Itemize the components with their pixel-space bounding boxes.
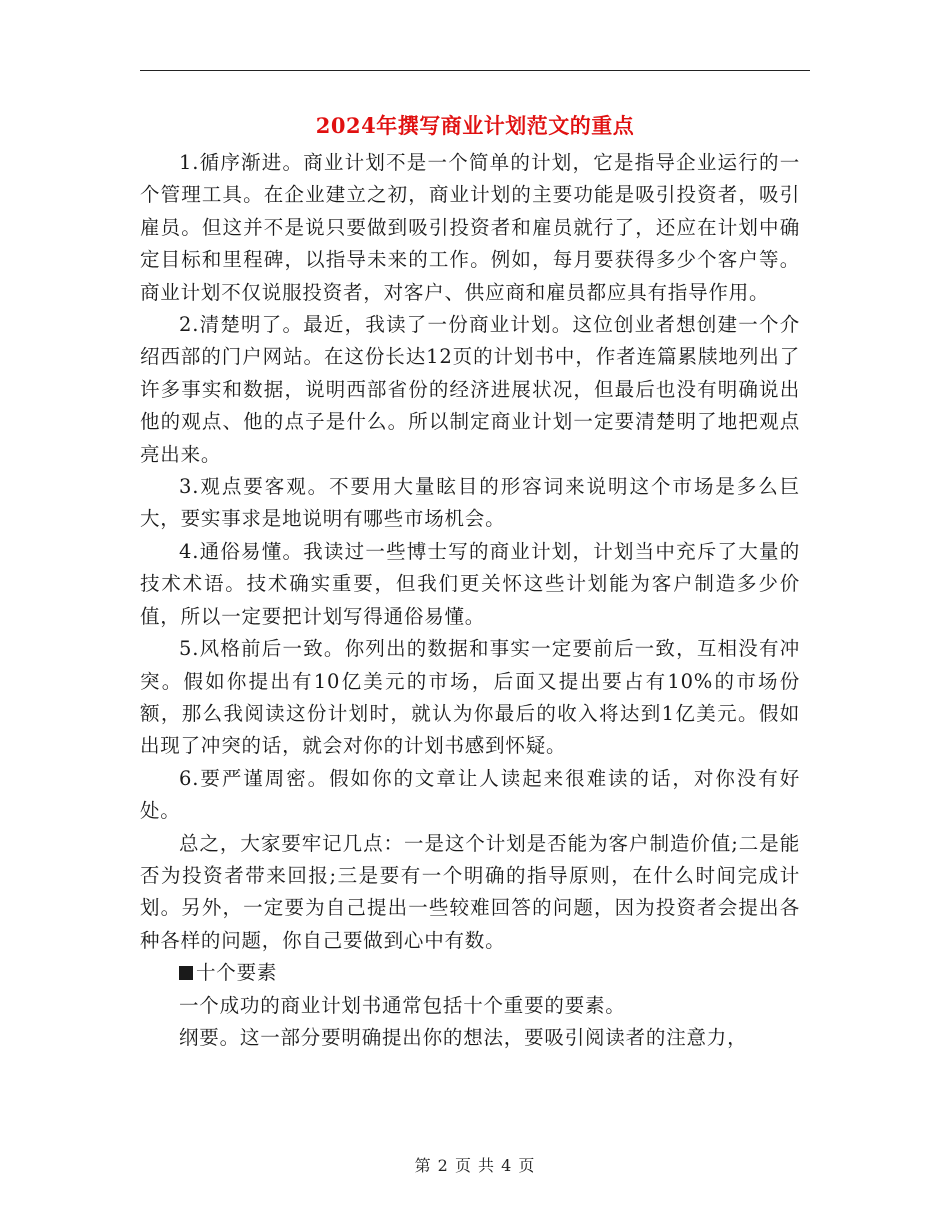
intro-paragraph: 一个成功的商业计划书通常包括十个重要的要素。 (179, 993, 626, 1017)
paragraph-4: 4.通俗易懂。我读过一些博士写的商业计划，计划当中充斥了大量的技术术语。技术确实重要，但我们更关怀这些计划能为客户制造多少价值，所以一定要把计划写得通俗易懂。 (140, 539, 800, 628)
paragraph-2: 2.清楚明了。最近，我读了一份商业计划。这位创业者想创建一个介绍西部的门户网站。在这份长达12页的计划书中，作者连篇累牍地列出了许多事实和数据，说明西部省份的经济进展状况，但最后也没有明确说出他的观点、他的点子是什么。所以制定商业计划一定要清楚明了地把观点亮出来。 (140, 313, 800, 466)
paragraph-3: 3.观点要客观。不要用大量眩目的形容词来说明这个市场是多么巨大，要实事求是地说明有哪些市场机会。 (140, 475, 800, 531)
paragraph-6: 6.要严谨周密。假如你的文章让人读起来很难读的话，对你没有好处。 (140, 766, 800, 823)
section-heading-text: 十个要素 (196, 961, 278, 985)
section-heading (140, 957, 800, 989)
black-square-icon (179, 966, 193, 980)
summary-paragraph: 总之，大家要牢记几点：一是这个计划是否能为客户制造价值;二是能否为投资者带来回报;三是要有一个明确的指导原则，在什么时间完成计划。另外，一定要为自己提出一些较难回答的问题，因为投资者会提出各种各样的问题，你自己要做到心中有数。 (140, 831, 800, 952)
page-footer: 第 2 页 共 4 页 (414, 1156, 536, 1175)
document-body (140, 147, 800, 1054)
paragraph-5: 5.风格前后一致。你列出的数据和事实一定要前后一致，互相没有冲突。假如你提出有10亿美元的市场，后面又提出要占有10%的市场份额，那么我阅读这份计划时，就认为你最后的收入将达到1亿美元。假如出现了冲突的话，就会对你的计划书感到怀疑。 (140, 637, 800, 758)
header-rule (140, 70, 810, 71)
paragraph-1: 1.循序渐进。商业计划不是一个简单的计划，它是指导企业运行的一个管理工具。在企业建立之初，商业计划的主要功能是吸引投资者，吸引雇员。但这并不是说只要做到吸引投资者和雇员就行了，还应在计划中确定目标和里程碑，以指导未来的工作。例如，每月要获得多少个客户等。商业计划不仅说服投资者，对客户、供应商和雇员都应具有指导作用。 (140, 151, 800, 304)
document-title: 2024年撰写商业计划范文的重点 (315, 113, 635, 138)
summary-item-paragraph: 纲要。这一部分要明确提出你的想法，要吸引阅读者的注意力， (179, 1025, 748, 1049)
